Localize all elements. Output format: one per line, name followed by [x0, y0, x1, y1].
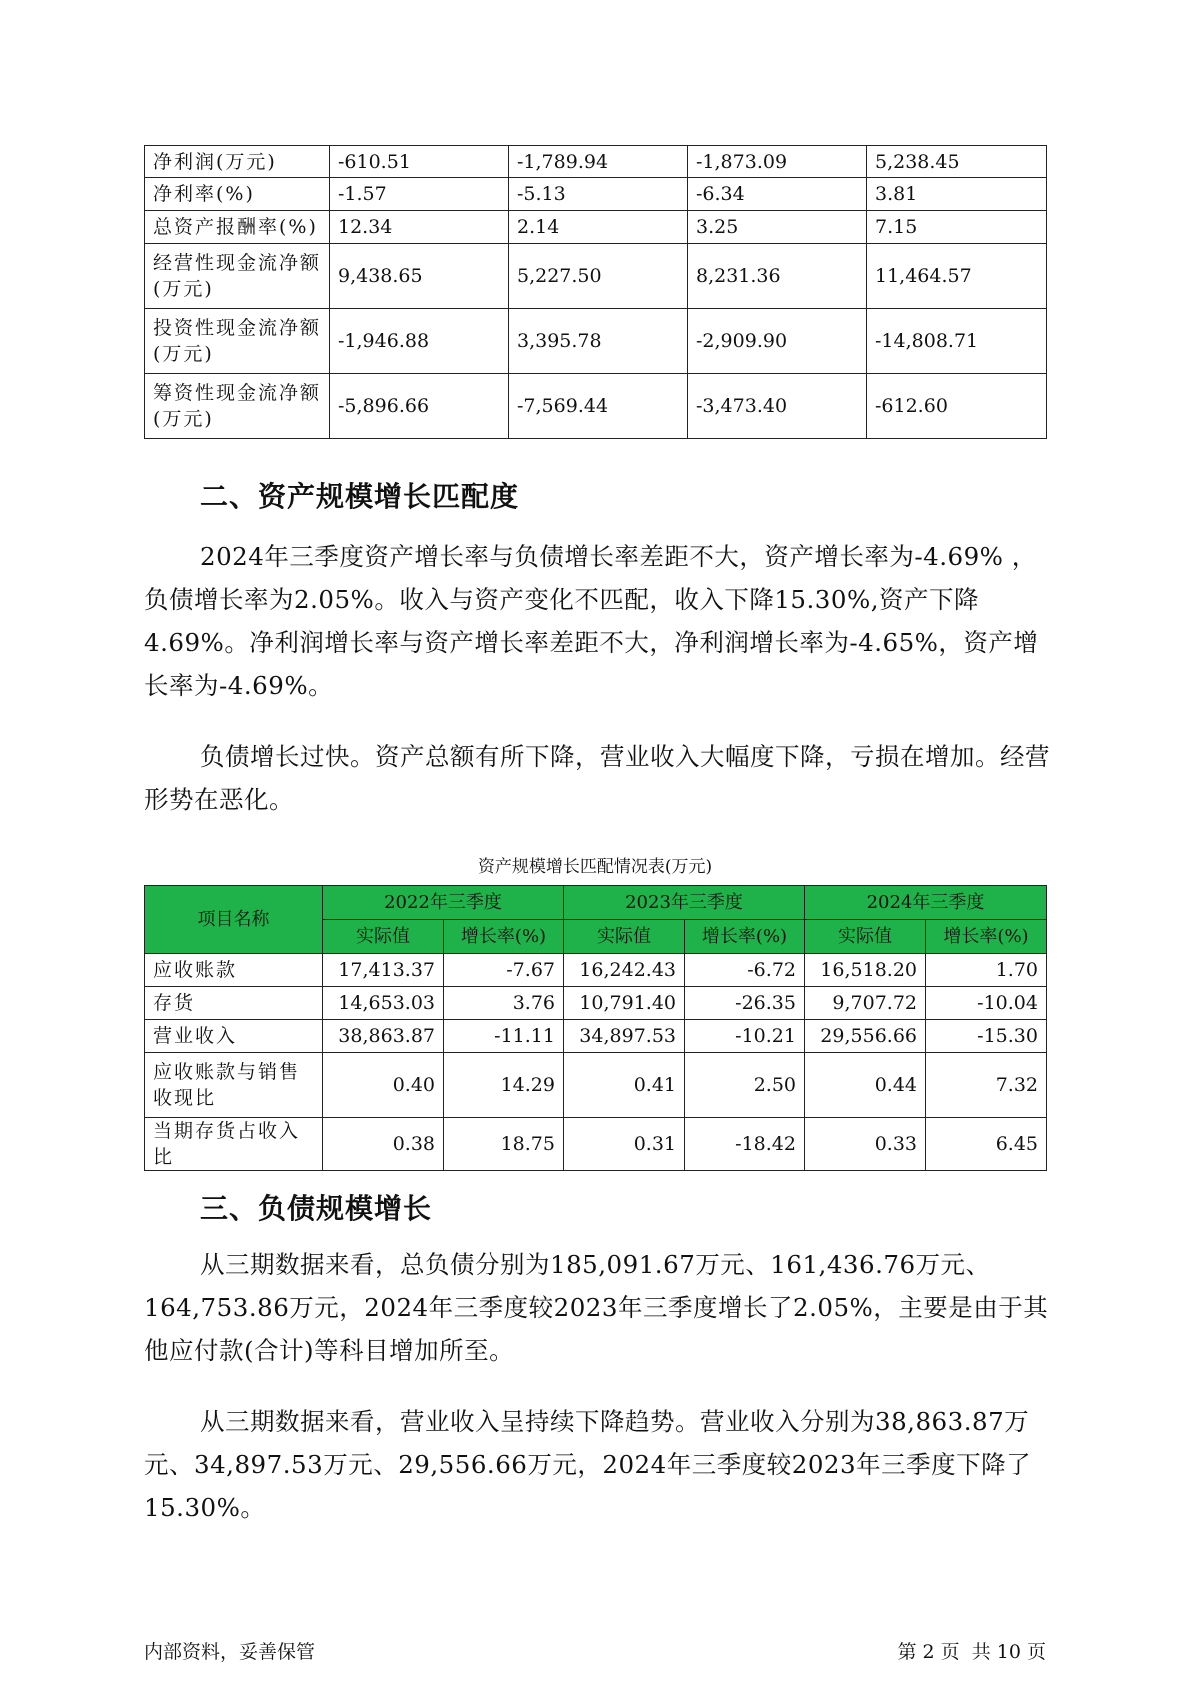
- row-label: 存货: [145, 987, 323, 1020]
- header-growth: 增长率(%): [926, 920, 1047, 954]
- cell-value: 16,518.20: [805, 954, 926, 987]
- cell-value: -7,569.44: [509, 374, 688, 439]
- paragraph: 负债增长过快。资产总额有所下降，营业收入大幅度下降，亏损在增加。经营形势在恶化。: [144, 742, 1050, 814]
- cell-value: 18.75: [444, 1118, 564, 1171]
- cell-value: 2.14: [509, 211, 688, 244]
- cell-value: -14,808.71: [867, 309, 1047, 374]
- table-row: [145, 178, 1047, 211]
- cell-value: -1,946.88: [330, 309, 509, 374]
- table-caption: 资产规模增长匹配情况表(万元): [477, 857, 713, 877]
- section-heading: 三、负债规模增长: [200, 1192, 433, 1225]
- paragraph: 从三期数据来看，营业收入呈持续下降趋势。营业收入分别为38,863.87万元、34,897.53万元、29,556.66万元，2024年三季度较2023年三季度下降了15.30%。: [144, 1407, 1032, 1522]
- cell-value: 7.15: [867, 211, 1047, 244]
- row-label: 当期存货占收入比: [145, 1118, 323, 1171]
- cell-value: -5,896.66: [330, 374, 509, 439]
- cell-value: 5,227.50: [509, 244, 688, 309]
- section-heading: 二、资产规模增长匹配度: [200, 480, 520, 513]
- cell-value: 3.76: [444, 987, 564, 1020]
- cell-value: 17,413.37: [323, 954, 444, 987]
- cell-value: -6.34: [688, 178, 867, 211]
- row-label: 投资性现金流净额(万元): [145, 309, 330, 374]
- cell-value: -3,473.40: [688, 374, 867, 439]
- cell-value: 5,238.45: [867, 146, 1047, 178]
- cell-value: 1.70: [926, 954, 1047, 987]
- cell-value: 38,863.87: [323, 1020, 444, 1053]
- header-actual: 实际值: [805, 920, 926, 954]
- cell-value: 0.40: [323, 1053, 444, 1118]
- cell-value: -10.21: [685, 1020, 805, 1053]
- table-header-row: [145, 886, 1047, 920]
- row-label: 净利率(%): [145, 178, 330, 211]
- cell-value: 7.32: [926, 1053, 1047, 1118]
- cell-value: -10.04: [926, 987, 1047, 1020]
- cell-value: -1.57: [330, 178, 509, 211]
- paragraph: 从三期数据来看，总负债分别为185,091.67万元、161,436.76万元、164,753.86万元，2024年三季度较2023年三季度增长了2.05%，主要是由于其他应付款(合计)等科目增加所至。: [144, 1250, 1049, 1365]
- row-label: 营业收入: [145, 1020, 323, 1053]
- table-row: [145, 1020, 1047, 1053]
- cell-value: 0.44: [805, 1053, 926, 1118]
- header-period: 2023年三季度: [564, 886, 805, 920]
- cell-value: 8,231.36: [688, 244, 867, 309]
- cell-value: 29,556.66: [805, 1020, 926, 1053]
- header-actual: 实际值: [323, 920, 444, 954]
- cell-value: -18.42: [685, 1118, 805, 1171]
- cell-value: 0.31: [564, 1118, 685, 1171]
- cell-value: -11.11: [444, 1020, 564, 1053]
- cell-value: 6.45: [926, 1118, 1047, 1171]
- table-row: [145, 954, 1047, 987]
- header-period: 2022年三季度: [323, 886, 564, 920]
- table-row: [145, 1118, 1047, 1171]
- header-item-name: 项目名称: [145, 886, 323, 954]
- asset-scale-match-table: [144, 885, 1047, 1171]
- cell-value: 9,438.65: [330, 244, 509, 309]
- table-row: [145, 374, 1047, 439]
- footer-confidential-note: 内部资料，妥善保管: [144, 1641, 316, 1663]
- cell-value: -612.60: [867, 374, 1047, 439]
- cell-value: 34,897.53: [564, 1020, 685, 1053]
- header-actual: 实际值: [564, 920, 685, 954]
- row-label: 净利润(万元): [145, 146, 330, 178]
- cell-value: 14.29: [444, 1053, 564, 1118]
- page-number: 第 2 页 共 10 页: [897, 1641, 1046, 1663]
- header-period: 2024年三季度: [805, 886, 1047, 920]
- row-label: 应收账款: [145, 954, 323, 987]
- cell-value: -6.72: [685, 954, 805, 987]
- cell-value: -1,789.94: [509, 146, 688, 178]
- cell-value: -5.13: [509, 178, 688, 211]
- cell-value: 11,464.57: [867, 244, 1047, 309]
- cell-value: -26.35: [685, 987, 805, 1020]
- cell-value: -15.30: [926, 1020, 1047, 1053]
- row-label: 筹资性现金流净额(万元): [145, 374, 330, 439]
- table-row: [145, 146, 1047, 178]
- table-row: [145, 1053, 1047, 1118]
- cell-value: 10,791.40: [564, 987, 685, 1020]
- cell-value: 3,395.78: [509, 309, 688, 374]
- row-label: 应收账款与销售收现比: [145, 1053, 323, 1118]
- cell-value: -1,873.09: [688, 146, 867, 178]
- cell-value: 3.81: [867, 178, 1047, 211]
- row-label: 总资产报酬率(%): [145, 211, 330, 244]
- header-growth: 增长率(%): [685, 920, 805, 954]
- paragraph: 2024年三季度资产增长率与负债增长率差距不大，资产增长率为-4.69% ，负债增长率为2.05%。收入与资产变化不匹配，收入下降15.30%,资产下降4.69%。净利润增长率与资产增长率差距不大，净利润增长率为-4.65%，资产增长率为-4.69%。: [144, 542, 1039, 700]
- cell-value: -2,909.90: [688, 309, 867, 374]
- table-row: [145, 987, 1047, 1020]
- cell-value: 16,242.43: [564, 954, 685, 987]
- cell-value: 2.50: [685, 1053, 805, 1118]
- cell-value: -610.51: [330, 146, 509, 178]
- table-row: [145, 211, 1047, 244]
- cell-value: 3.25: [688, 211, 867, 244]
- row-label: 经营性现金流净额(万元): [145, 244, 330, 309]
- header-growth: 增长率(%): [444, 920, 564, 954]
- cell-value: 0.38: [323, 1118, 444, 1171]
- financial-indicators-table: [144, 145, 1047, 439]
- cell-value: 9,707.72: [805, 987, 926, 1020]
- table-row: [145, 309, 1047, 374]
- cell-value: 0.41: [564, 1053, 685, 1118]
- cell-value: 0.33: [805, 1118, 926, 1171]
- cell-value: 12.34: [330, 211, 509, 244]
- table-row: [145, 244, 1047, 309]
- cell-value: 14,653.03: [323, 987, 444, 1020]
- cell-value: -7.67: [444, 954, 564, 987]
